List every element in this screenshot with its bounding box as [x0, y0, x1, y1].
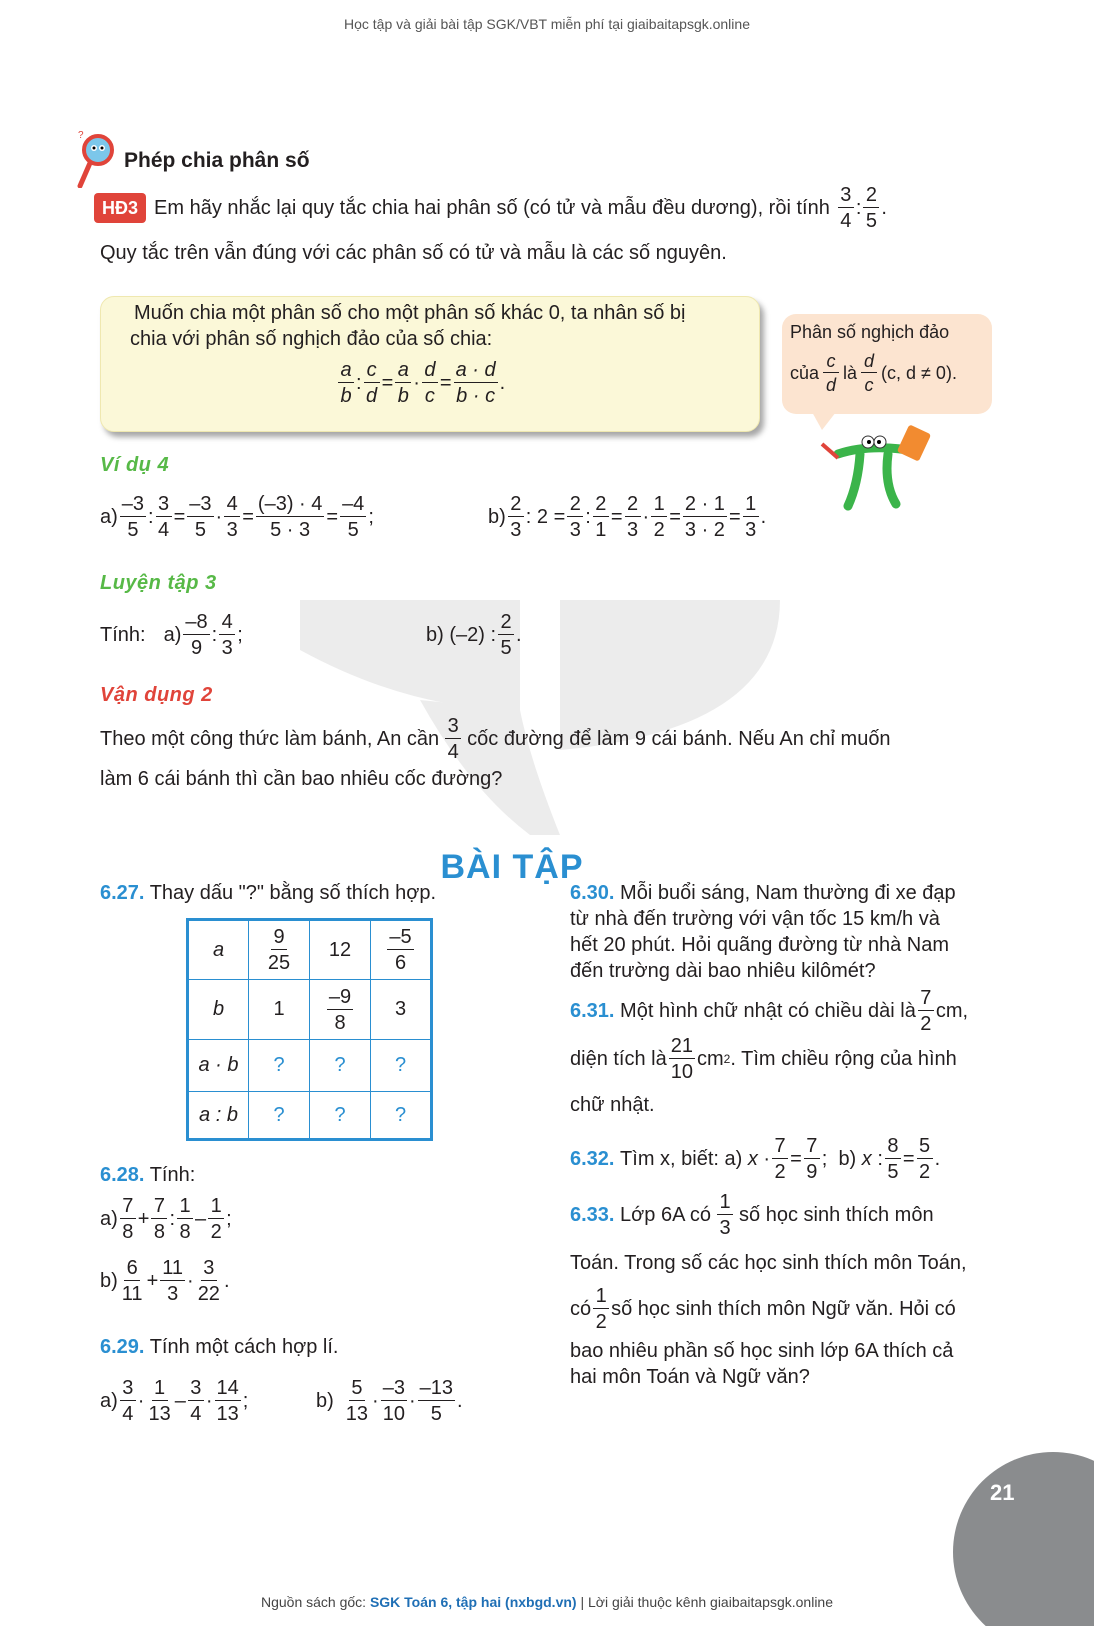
exercise-6-29b: b) $\frac{5}{13}$ · $\frac{-3}{10}$ · $\frac{-13}{5}$ .	[316, 1377, 463, 1425]
exercise-6-28: 6.28. Tính:	[100, 1164, 196, 1186]
rule-formula: $\frac{a}{b}$ : $\frac{c}{d}$ = $\frac{a}{b}$ · $\frac{d}{c}$ = $\frac{a \cdot d}{b \cdot c}$ .	[336, 360, 505, 406]
page-number: 21	[990, 1480, 1015, 1505]
hd3-activity: HĐ3 Em hãy nhắc lại quy tắc chia hai phân số (có tử và mẫu đều dương), rồi tính $\frac{3}{4}$ : $\frac{2}{5}$ .	[94, 185, 887, 231]
apply-title: Vận dụng 2	[100, 684, 213, 706]
exercise-6-33-line1: 6.33. Lớp 6A có $\frac{1}{3}$ số học sinh thích môn	[570, 1191, 934, 1239]
footer-source-link[interactable]: SGK Toán 6, tập hai (nxbgd.vn)	[369, 1594, 577, 1610]
exercise-6-33-line4: bao nhiêu phần số học sinh lớp 6A thích cả	[570, 1340, 954, 1362]
rule-line-1: Muốn chia một phân số cho một phân số khác 0, ta nhân số bị	[134, 302, 686, 324]
example-title: Ví dụ 4	[100, 454, 170, 476]
exercise-6-29: 6.29. Tính một cách hợp lí.	[100, 1336, 339, 1358]
exercises-heading: BÀI TẬP	[440, 848, 584, 886]
svg-text:?: ?	[78, 130, 84, 141]
exercise-6-31-line1: 6.31. Một hình chữ nhật có chiều dài là $\frac{7}{2}$ cm,	[570, 987, 969, 1035]
exercise-6-31-line3: chữ nhật.	[570, 1094, 655, 1116]
exercise-6-27-table: a $\frac{9}{25}$ 12 $\frac{-5}{6}$ b 1 $\frac{-9}{8}$ 3 a · b ? ? ? a : b ? ? ?	[186, 918, 433, 1141]
rule-note: Quy tắc trên vẫn đúng với các phân số có tử và mẫu là các số nguyên.	[100, 242, 727, 264]
exercise-6-33-line5: hai môn Toán và Ngữ văn?	[570, 1366, 810, 1388]
example-4b: b) $\frac{2}{3}$ : 2 = $\frac{2}{3}$ : $\frac{2}{1}$ = $\frac{2}{3}$ · $\frac{1}{2}$ = $\frac{2 \cdot 1}{3 \cdot 2}$ = $\frac{1}{3}$ .	[488, 493, 767, 541]
section-title: Phép chia phân số	[124, 149, 310, 172]
practice-title: Luyện tập 3	[100, 572, 217, 594]
exercise-6-33-line2: Toán. Trong số các học sinh thích môn Toán,	[570, 1252, 967, 1274]
fraction: $\frac{2}{5}$	[863, 185, 879, 231]
exercise-6-27: 6.27. Thay dấu "?" bằng số thích hợp.	[100, 882, 437, 904]
exercise-6-32: 6.32. Tìm x, biết: a) x · $\frac{7}{2}$ = $\frac{7}{9}$ ; b) x : $\frac{8}{5}$ = $\frac{5}{2}$ .	[570, 1135, 941, 1183]
bubble-line-1: Phân số nghịch đảo	[790, 322, 950, 342]
exercise-6-31-line2: diện tích là $\frac{21}{10}$ cm 2 . Tìm chiều rộng của hình	[570, 1035, 957, 1083]
exercise-6-29a: a) $\frac{3}{4}$ · $\frac{1}{13}$ – $\frac{3}{4}$ · $\frac{14}{13}$ ;	[100, 1377, 249, 1425]
rule-line-2: chia với phân số nghịch đảo của số chia:	[130, 328, 493, 350]
hd3-badge: HĐ3	[94, 193, 146, 223]
pi-mascot-icon	[818, 424, 938, 516]
fraction: $\frac{3}{4}$	[838, 185, 854, 231]
page-header: Học tập và giải bài tập SGK/VBT miễn phí tại giaibaitapsgk.online	[344, 16, 750, 32]
apply-text-2: làm 6 cái bánh thì cần bao nhiêu cốc đường?	[100, 768, 503, 790]
exercise-6-33-line3: có $\frac{1}{2}$ số học sinh thích môn Ngữ văn. Hỏi có	[570, 1285, 956, 1333]
hd3-text: Em hãy nhắc lại quy tắc chia hai phân số (có tử và mẫu đều dương), rồi tính	[154, 197, 830, 219]
page-footer: Nguồn sách gốc: SGK Toán 6, tập hai (nxbgd.vn) | Lời giải thuộc kênh giaibaitapsgk.online	[260, 1594, 834, 1610]
publisher-watermark-logo	[270, 590, 810, 840]
exercise-6-30: 6.30. Mỗi buổi sáng, Nam thường đi xe đạp từ nhà đến trường với vận tốc 15 km/h và hết 20 phút. Hỏi quãng đường từ nhà Nam đến trường dài bao nhiêu kilômét?	[570, 882, 956, 982]
apply-text-1: Theo một công thức làm bánh, An cần $\frac{3}{4}$ cốc đường để làm 9 cái bánh. Nếu An chỉ muốn	[100, 715, 891, 763]
bubble-line-2: của $\frac{c}{d}$ là $\frac{d}{c}$ (c, d ≠ 0).	[790, 351, 957, 395]
practice-3a: Tính: a) $\frac{-8}{9}$ : $\frac{4}{3}$ ;	[100, 611, 243, 659]
magnifier-mascot-icon	[76, 128, 116, 188]
exercise-6-28b: b) $\frac{6}{11}$ + $\frac{11}{3}$ · $\frac{3}{22}$ .	[100, 1257, 230, 1305]
exercise-6-28a: a) $\frac{7}{8}$ + $\frac{7}{8}$ : $\frac{1}{8}$ – $\frac{1}{2}$ ;	[100, 1195, 232, 1243]
example-4a: a) $\frac{-3}{5}$ : $\frac{3}{4}$ = $\frac{-3}{5}$ · $\frac{4}{3}$ = $\frac{(-3) \cdot 4}{5 \cdot 3}$ = $\frac{-4}{5}$ ;	[100, 493, 374, 541]
practice-3b: b) (–2) : $\frac{2}{5}$ .	[426, 611, 522, 659]
